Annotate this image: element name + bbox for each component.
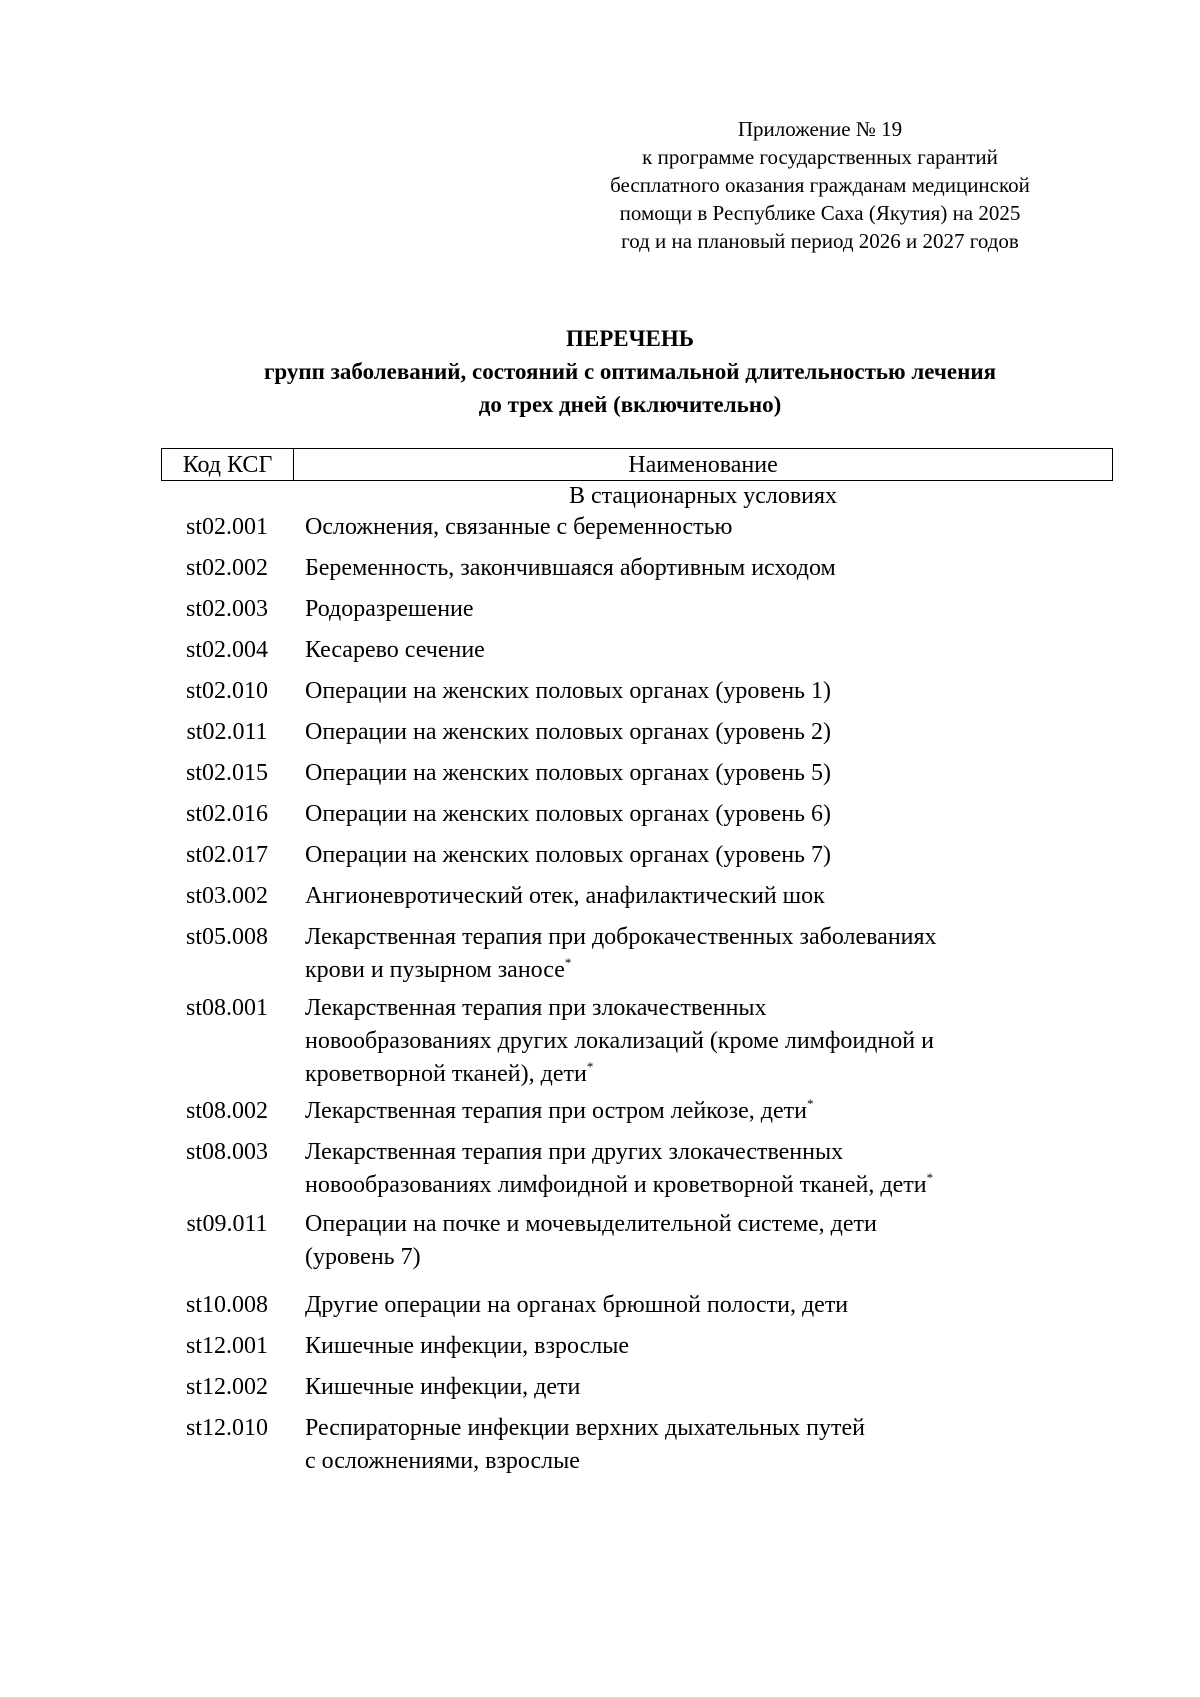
ksg-name-line: новообразованиях лимфоидной и кроветворной тканей, дети* — [305, 1170, 934, 1198]
table-row — [161, 552, 1113, 585]
table-row — [161, 757, 1113, 790]
table-row — [161, 511, 1113, 544]
ksg-name-line: Лекарственная терапия при доброкачественных заболеваниях — [305, 924, 937, 950]
ksg-code: st08.001 — [185, 995, 268, 1021]
ksg-name — [293, 1095, 1113, 1128]
ksg-name-line: Операции на женских половых органах (уровень 2) — [305, 719, 831, 745]
ksg-name-line: Операции на почке и мочевыделительной системе, дети — [305, 1211, 877, 1237]
annex-line: к программе государственных гарантий — [642, 145, 998, 169]
table-header — [161, 448, 1113, 481]
ksg-code: st02.017 — [185, 842, 268, 868]
ksg-code: st02.010 — [185, 678, 268, 704]
table-row — [161, 1136, 1113, 1202]
ksg-code: st02.011 — [186, 719, 268, 745]
table-row — [161, 992, 1113, 1091]
ksg-name — [293, 798, 1113, 831]
ksg-name — [293, 1330, 1113, 1363]
table-row — [161, 1208, 1113, 1274]
ksg-name-line: Кишечные инфекции, дети — [305, 1374, 581, 1400]
footnote-mark: * — [806, 1096, 814, 1111]
ksg-name-line: с осложнениями, взрослые — [305, 1448, 580, 1474]
ksg-name — [293, 1208, 1113, 1274]
annex-block — [550, 115, 1090, 255]
annex-line: помощи в Республике Саха (Якутия) на 2025 — [619, 201, 1021, 225]
table-row — [161, 1289, 1113, 1322]
ksg-name-line: крови и пузырном заносе* — [305, 955, 572, 983]
ksg-code: st02.001 — [185, 514, 268, 540]
ksg-name-line: Кесарево сечение — [305, 637, 485, 663]
footnote-mark: * — [564, 955, 572, 970]
ksg-name — [293, 634, 1113, 667]
document-title — [150, 322, 1110, 421]
table-row — [161, 798, 1113, 831]
ksg-name-line: новообразованиях других локализаций (кроме лимфоидной и — [305, 1028, 934, 1054]
ksg-name — [293, 511, 1113, 544]
ksg-name — [293, 757, 1113, 790]
ksg-name — [293, 593, 1113, 626]
table-row — [161, 1412, 1113, 1478]
ksg-name-line: Операции на женских половых органах (уровень 6) — [305, 801, 831, 827]
ksg-name-line: Операции на женских половых органах (уровень 1) — [305, 678, 831, 704]
column-header-code: Код КСГ — [162, 449, 294, 480]
ksg-name-line: Беременность, закончившаяся абортивным исходом — [305, 555, 836, 581]
title-line: до трех дней (включительно) — [478, 392, 782, 417]
ksg-table — [161, 448, 1113, 1474]
ksg-code: st12.010 — [185, 1415, 268, 1441]
footnote-mark: * — [926, 1170, 934, 1185]
ksg-name-line: Другие операции на органах брюшной полости, дети — [305, 1292, 849, 1318]
title-line: групп заболеваний, состояний с оптимальной длительностью лечения — [263, 359, 997, 384]
ksg-code: st02.002 — [185, 555, 268, 581]
ksg-code: st09.011 — [186, 1211, 268, 1237]
ksg-name — [293, 992, 1113, 1091]
title-heading: ПЕРЕЧЕНЬ — [566, 326, 694, 351]
table-row — [161, 921, 1113, 987]
table-row — [161, 1371, 1113, 1404]
ksg-code: st12.001 — [185, 1333, 268, 1359]
ksg-code: st02.003 — [185, 596, 268, 622]
ksg-code: st05.008 — [185, 924, 268, 950]
table-row — [161, 675, 1113, 708]
ksg-name-line: Операции на женских половых органах (уровень 7) — [305, 842, 831, 868]
ksg-name — [293, 921, 1113, 987]
ksg-name — [293, 1371, 1113, 1404]
ksg-code: st03.002 — [185, 883, 268, 909]
ksg-name-line: Лекарственная терапия при остром лейкозе, дети* — [305, 1096, 814, 1124]
ksg-code: st08.002 — [185, 1098, 268, 1124]
ksg-name — [293, 1412, 1113, 1478]
ksg-name — [293, 1136, 1113, 1202]
ksg-name-line: Респираторные инфекции верхних дыхательных путей — [305, 1415, 865, 1441]
table-row — [161, 593, 1113, 626]
ksg-code: st12.002 — [185, 1374, 268, 1400]
ksg-name-line: Осложнения, связанные с беременностью — [305, 514, 733, 540]
table-row — [161, 880, 1113, 913]
annex-line: Приложение № 19 — [737, 117, 903, 141]
ksg-name — [293, 716, 1113, 749]
footnote-mark: * — [586, 1059, 594, 1074]
annex-line: год и на плановый период 2026 и 2027 годов — [621, 229, 1019, 253]
ksg-code: st02.016 — [185, 801, 268, 827]
ksg-name-line: Кишечные инфекции, взрослые — [305, 1333, 629, 1359]
annex-line: бесплатного оказания гражданам медицинской — [610, 173, 1030, 197]
ksg-code: st02.015 — [185, 760, 268, 786]
table-row — [161, 839, 1113, 872]
ksg-name-line: кроветворной тканей), дети* — [305, 1059, 594, 1087]
section-heading: В стационарных условиях — [568, 483, 838, 509]
ksg-name — [293, 1289, 1113, 1322]
ksg-name — [293, 675, 1113, 708]
ksg-name-line: Ангионевротический отек, анафилактический шок — [305, 883, 825, 909]
ksg-name-line: Родоразрешение — [305, 596, 474, 622]
ksg-name-line: (уровень 7) — [305, 1244, 421, 1270]
table-row — [161, 1095, 1113, 1128]
table-row — [161, 716, 1113, 749]
ksg-name — [293, 880, 1113, 913]
ksg-name-line: Операции на женских половых органах (уровень 5) — [305, 760, 831, 786]
ksg-name-line: Лекарственная терапия при злокачественных — [305, 995, 767, 1021]
table-row — [161, 1330, 1113, 1363]
ksg-name-line: Лекарственная терапия при других злокачественных — [305, 1139, 844, 1165]
table-row — [161, 634, 1113, 667]
ksg-code: st08.003 — [185, 1139, 268, 1165]
ksg-code: st02.004 — [185, 637, 268, 663]
ksg-code: st10.008 — [185, 1292, 268, 1318]
ksg-name — [293, 839, 1113, 872]
ksg-name — [293, 552, 1113, 585]
column-header-name: Наименование — [628, 452, 778, 478]
